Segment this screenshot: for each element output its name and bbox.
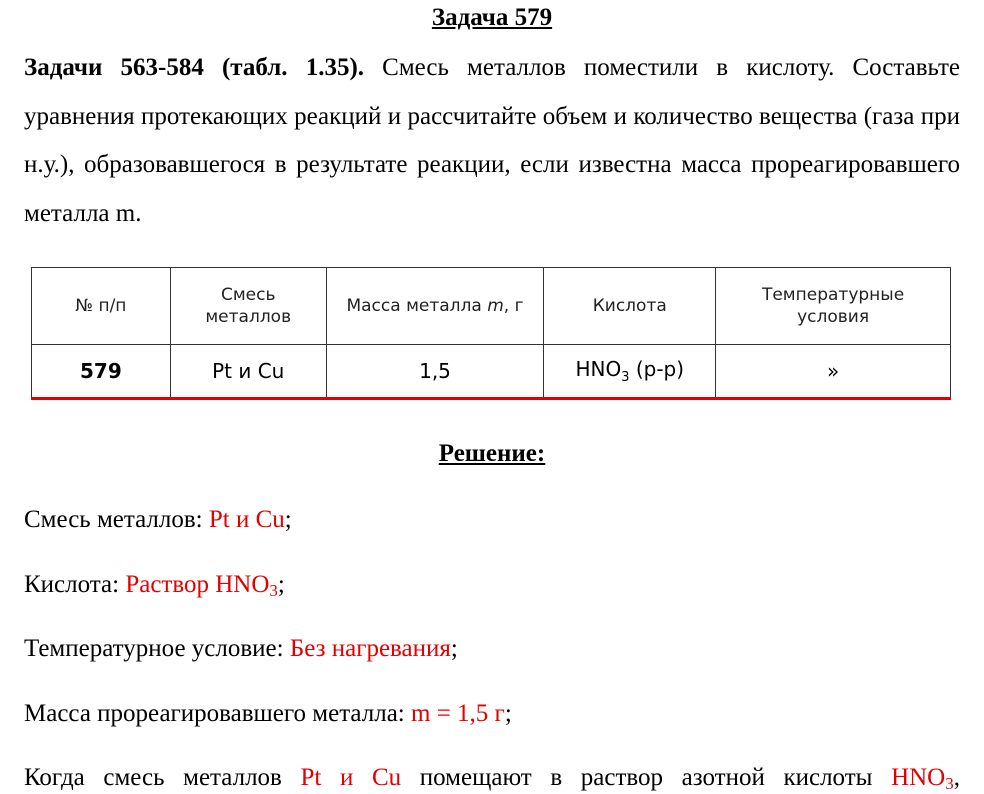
cell-temp: » — [716, 345, 951, 399]
header-num: № п/п — [32, 268, 171, 345]
solution-temp-line: Температурное условие: Без нагревания; — [24, 635, 458, 662]
header-acid: Кислота — [544, 268, 716, 345]
solution-text-line: Когда смесь металлов Pt и Cu помещают в раствор азотной кислоты $HNO_3$, — [24, 764, 960, 793]
data-table — [31, 267, 951, 400]
problem-statement — [24, 44, 960, 238]
solution-acid-line: Кислота: Раствор $HNO_3$; — [24, 571, 285, 600]
header-mass: Масса металла m, г — [326, 268, 544, 345]
header-mix: Смесь металлов — [170, 268, 326, 345]
problem-text: Смесь металлов поместили в кислоту. Составьте уравнения протекающих реакций и рассчитайте объем и количество вещества (газа при н.у.), образовавшегося в результате реакции, если известна масса прореагировавшего металла m. — [24, 54, 960, 227]
cell-mass: 1,5 — [326, 345, 544, 399]
solution-mass-line: Масса прореагировавшего металла: m = 1,5 г; — [24, 700, 512, 727]
problem-ref: Задачи 563-584 (табл. 1.35). — [24, 54, 365, 81]
solution-mix-line: Смесь металлов: Pt и Cu; — [24, 506, 292, 533]
table-header-row — [32, 268, 951, 345]
cell-acid: $HNO_3$ (р-р) — [544, 345, 716, 399]
table-row — [32, 345, 951, 399]
cell-num: 579 — [32, 345, 171, 399]
solution-title: Решение: — [438, 440, 546, 467]
header-temp: Температурные условия — [716, 268, 951, 345]
page-title: Задача 579 — [431, 4, 553, 31]
cell-mix: Pt и Cu — [170, 345, 326, 399]
